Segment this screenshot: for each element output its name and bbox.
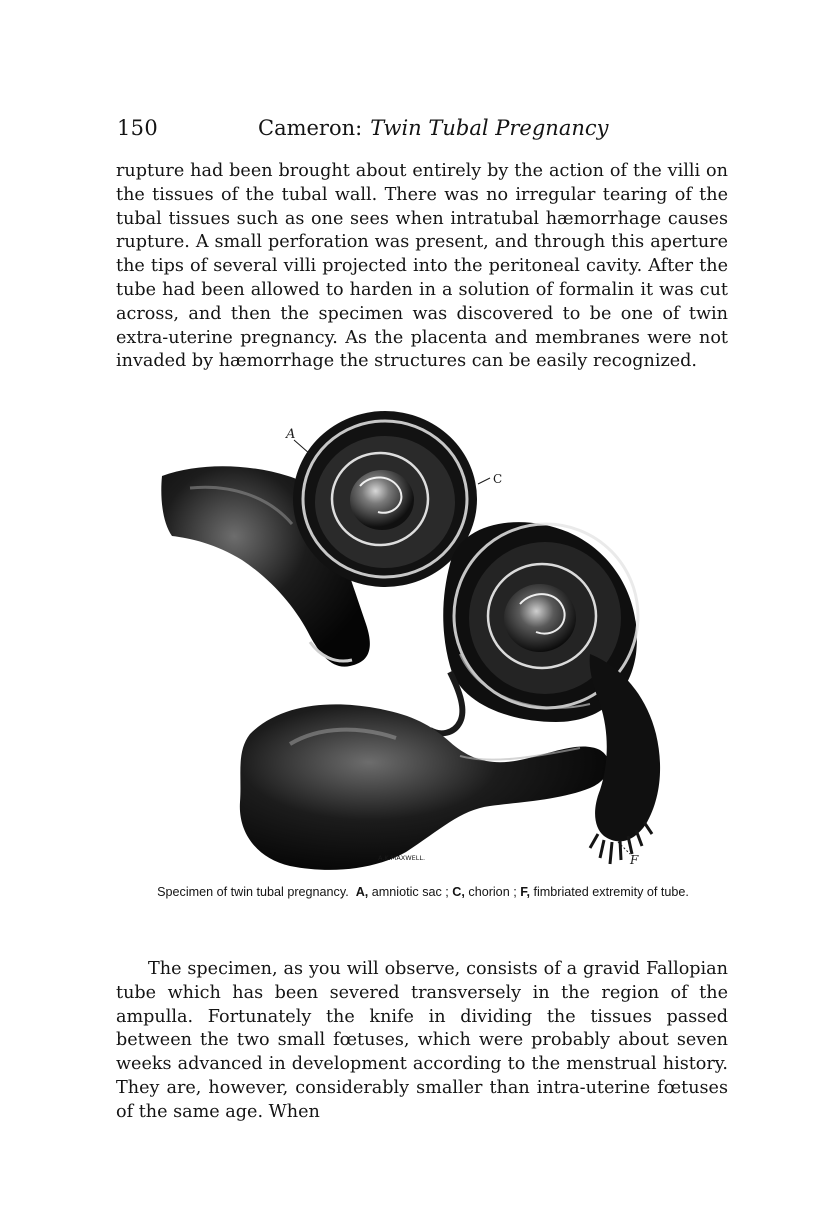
body-paragraph-1: rupture had been brought about entirely by the action of the villi on the tissues of the tubal wall. There was no irregular tearing of the tubal tissues such as one sees when intratubal hæmorrhage causes rupture. A small perforation was present, and through this aperture the tips of several villi projected into the peritoneal cavity. After the tube had been allowed to harden in a solution of formalin it was cut across, and then the specimen was discovered to be one of twin extra-uterine pregnancy. As the placenta and membranes were not invaded by hæmorrhage the structures can be easily recognized.: [116, 161, 728, 372]
connecting-tissue: [430, 672, 462, 733]
caption-text-c: chorion ;: [468, 885, 517, 899]
label-a-leader: [294, 440, 310, 454]
body-paragraph-2: The specimen, as you will observe, consists of a gravid Fallopian tube which has been severed transversely in the region of the ampulla. Fortunately the knife in dividing the tissues passed between the two small fœtuses, which were probably about seven weeks advanced in development according to the menstrual history. They are, however, considerably smaller than intra-uterine fœtuses of the same age. When: [116, 959, 728, 1122]
caption-label-c: C,: [452, 885, 465, 899]
figure-caption: [140, 882, 706, 902]
label-c: C: [493, 472, 503, 486]
running-title-author: Cameron:: [258, 116, 363, 140]
label-c-leader: [478, 478, 490, 484]
amniotic-sac-upper: [293, 411, 477, 587]
lower-tube-segment: [240, 704, 609, 870]
caption-prefix: Specimen of twin tubal pregnancy.: [157, 885, 349, 899]
running-title-text: Twin Tubal Pregnancy: [370, 116, 609, 140]
artist-signature: A.K.MAXWELL.: [378, 854, 426, 862]
caption-label-a: A,: [355, 885, 369, 899]
label-f: F: [630, 853, 639, 867]
label-a: A: [286, 427, 296, 442]
caption-text-a: amniotic sac ;: [371, 885, 449, 899]
page-number: 150: [117, 116, 158, 140]
caption-text-f: fimbriated extremity of tube.: [533, 885, 689, 899]
running-title: [258, 116, 609, 140]
specimen-illustration: [160, 404, 690, 874]
running-header: [117, 116, 717, 146]
caption-label-f: F,: [520, 885, 530, 899]
